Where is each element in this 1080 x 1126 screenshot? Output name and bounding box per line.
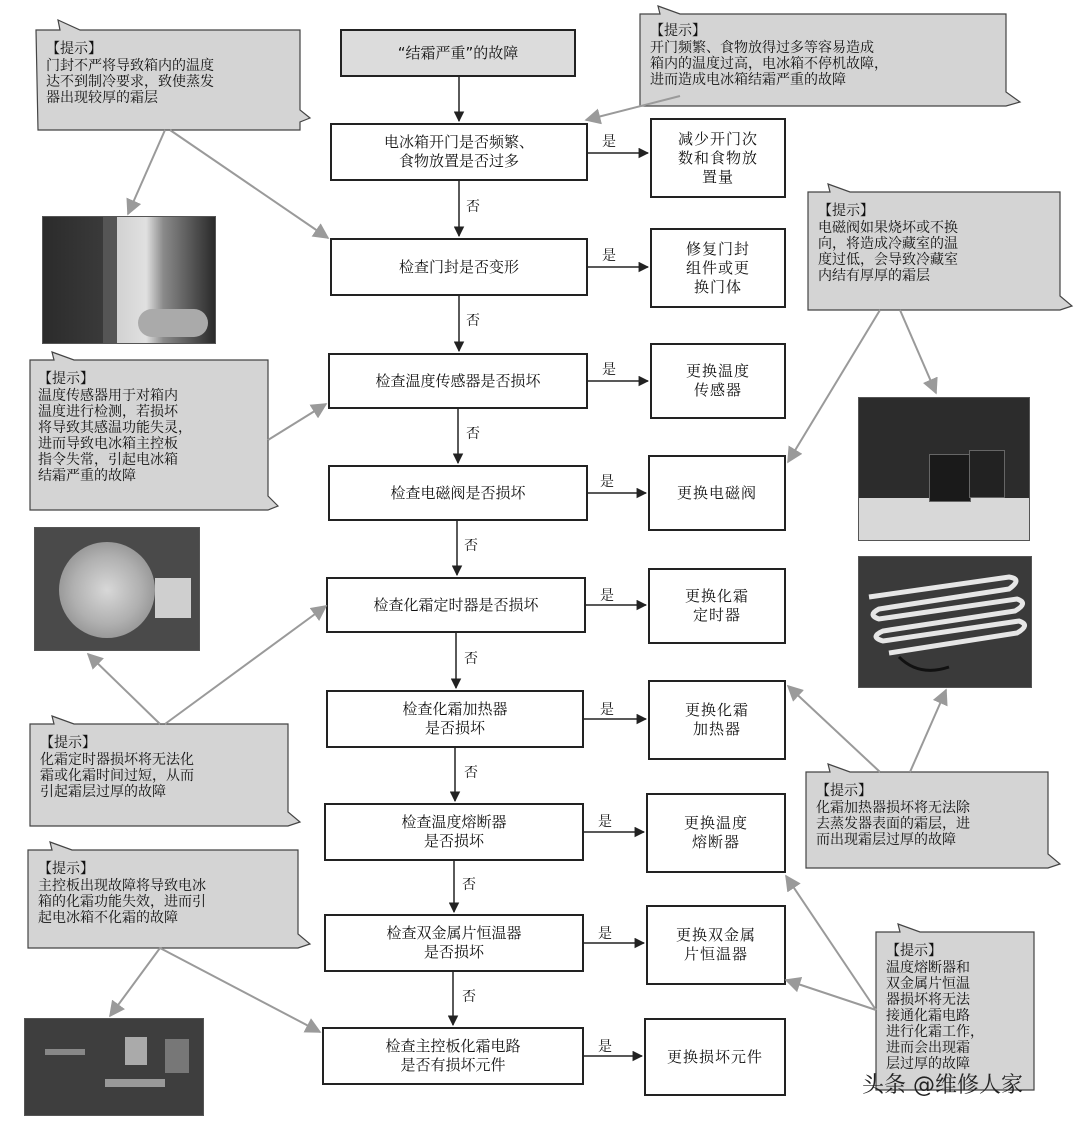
action-replace-component: 更换损坏元件	[644, 1018, 786, 1096]
action-replace-timer: 更换化霜 定时器	[648, 568, 786, 644]
yes-label: 是	[600, 588, 614, 604]
no-label: 否	[462, 989, 476, 1005]
check-bimetal-thermostat: 检查双金属片恒温器 是否损坏	[324, 914, 584, 972]
no-label: 否	[464, 538, 478, 554]
yes-label: 是	[602, 248, 616, 264]
vertical-arrows	[453, 77, 459, 1025]
no-label: 否	[466, 313, 480, 329]
no-label: 否	[464, 765, 478, 781]
tip-text: 温度熔断器和 双金属片恒温 器损坏将无法 接通化霜电路 进行化霜工作， 进而会出现霜 层过厚的故障	[886, 960, 984, 1072]
check-open-door: 电冰箱开门是否频繁、 食物放置是否过多	[330, 123, 588, 181]
tip-solenoid-valve	[818, 200, 1058, 284]
action-replace-fuse: 更换温度 熔断器	[646, 793, 786, 873]
horizontal-arrows	[584, 153, 648, 1056]
yes-label: 是	[600, 702, 614, 718]
tip-text: 主控板出现故障将导致电冰 箱的化霜功能失效，进而引 起电冰箱不化霜的故障	[38, 878, 206, 926]
action-replace-valve: 更换电磁阀	[648, 455, 786, 531]
action-replace-thermostat: 更换双金属 片恒温器	[646, 905, 786, 985]
tip-heading: 【提示】	[38, 861, 94, 877]
watermark: 头条 @维修人家	[862, 1073, 1023, 1098]
tip-text: 温度传感器用于对箱内 温度进行检测，若损坏 将导致其感温功能失灵， 进而导致电冰箱主控板 指令失常，引起电冰箱 结霜严重的故障	[38, 388, 192, 484]
yes-label: 是	[602, 362, 616, 378]
check-main-board: 检查主控板化霜电路 是否有损坏元件	[322, 1027, 584, 1085]
check-temp-fuse: 检查温度熔断器 是否损坏	[324, 803, 584, 861]
no-label: 否	[464, 651, 478, 667]
tip-fuse-thermostat	[886, 940, 1032, 1072]
tip-heading: 【提示】	[46, 41, 102, 57]
tip-text: 电磁阀如果烧坏或不换 向，将造成冷藏室的温 度过低，会导致冷藏室 内结有厚厚的霜层	[818, 220, 958, 284]
tip-text: 门封不严将导致箱内的温度 达不到制冷要求，致使蒸发 器出现较厚的霜层	[46, 58, 214, 106]
no-label: 否	[466, 426, 480, 442]
tip-text: 化霜定时器损坏将无法化 霜或化霜时间过短，从而 引起霜层过厚的故障	[40, 752, 194, 800]
no-label: 否	[466, 199, 480, 215]
check-temp-sensor: 检查温度传感器是否损坏	[328, 353, 588, 409]
yes-label: 是	[602, 134, 616, 150]
flowchart-title: “结霜严重”的故障	[340, 29, 576, 77]
action-repair-seal: 修复门封 组件或更 换门体	[650, 228, 786, 308]
yes-label: 是	[600, 474, 614, 490]
tip-defrost-timer	[40, 732, 288, 800]
check-defrost-timer: 检查化霜定时器是否损坏	[326, 577, 586, 633]
action-replace-sensor: 更换温度 传感器	[650, 343, 786, 419]
action-replace-heater: 更换化霜 加热器	[648, 680, 786, 760]
tip-defrost-heater	[816, 780, 1048, 848]
check-door-seal: 检查门封是否变形	[330, 238, 588, 296]
tip-main-board	[38, 858, 300, 926]
no-label: 否	[462, 877, 476, 893]
tip-door-seal	[46, 38, 298, 106]
check-solenoid-valve: 检查电磁阀是否损坏	[328, 465, 588, 521]
tip-heading: 【提示】	[886, 943, 942, 959]
action-reduce-opening: 减少开门次 数和食物放 置量	[650, 118, 786, 198]
yes-label: 是	[598, 926, 612, 942]
tip-text: 开门频繁、食物放得过多等容易造成 箱内的温度过高，电冰箱不停机故障， 进而造成电冰箱结霜严重的故障	[650, 40, 888, 88]
tip-heading: 【提示】	[38, 371, 94, 387]
tip-heading: 【提示】	[816, 783, 872, 799]
yes-label: 是	[598, 814, 612, 830]
check-defrost-heater: 检查化霜加热器 是否损坏	[326, 690, 584, 748]
tip-text: 化霜加热器损坏将无法除 去蒸发器表面的霜层，进 而出现霜层过厚的故障	[816, 800, 970, 848]
tip-temp-sensor	[38, 368, 270, 484]
tip-heading: 【提示】	[650, 23, 706, 39]
tip-heading: 【提示】	[40, 735, 96, 751]
tip-heading: 【提示】	[818, 203, 874, 219]
tip-frequent-opening	[650, 20, 1002, 88]
yes-label: 是	[598, 1039, 612, 1055]
tip-bubbles	[28, 6, 1072, 1090]
